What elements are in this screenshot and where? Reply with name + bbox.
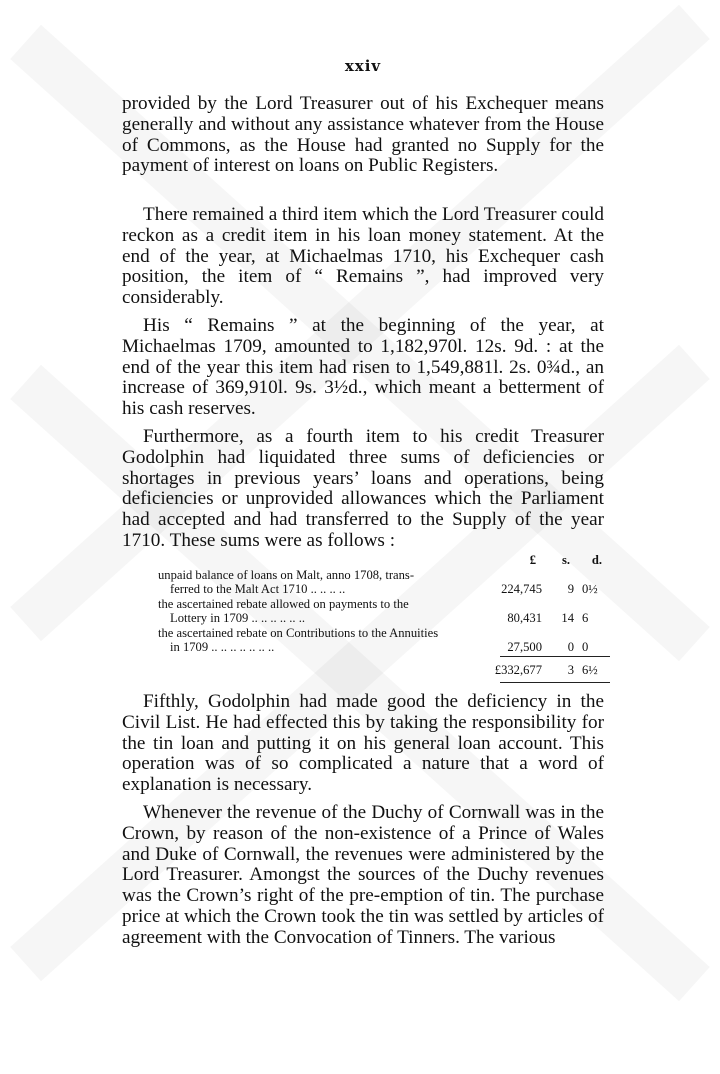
amount-pounds: 80,431 — [507, 611, 542, 625]
row-amount — [478, 640, 604, 654]
row-label-line: unpaid balance of loans on Malt, anno 1708, trans- — [158, 568, 415, 582]
amount-shillings: 0 — [567, 640, 574, 654]
sum-rule — [500, 656, 610, 657]
paragraph-fourth-item: Furthermore, as a fourth item to his credit Treasurer Godolphin had liquidated three sums of deficiencies or shortages in previous years’ loans and operations, being deficiencies or unprovided allowances which the Parliament had accepted and had transferred to the Supply of the year 1710. These sums were as follows : — [122, 426, 604, 551]
paragraph-fifthly: Fifthly, Godolphin had made good the deficiency in the Civil List. He had effected this by taking the responsibility for the tin loan and putting it on his general loan account. This operation was of so complicated a nature that a word of explanation is necessary. — [122, 691, 604, 796]
paragraph-duchy: Whenever the revenue of the Duchy of Cornwall was in the Crown, by reason of the non-existence of a Prince of Wales and Duke of Cornwall, the revenues were administered by the Lord Treasurer. Amongst the sources of the Duchy revenues was the Crown’s right of the pre-emption of tin. The purchase price at which the Crown took the tin was settled by articles of agreement with the Convocation of Tinners. The various — [122, 802, 604, 948]
row-label-line: Lottery in 1709 .. .. .. .. .. .. — [170, 611, 306, 625]
total-pence: 6½ — [582, 663, 598, 677]
row-label-line: in 1709 .. .. .. .. .. .. .. — [170, 640, 275, 654]
paragraph-remains: His “ Remains ” at the beginning of the year, at Michaelmas 1709, amounted to 1,182,970l. 12s. 9d. : at the end of the year this item had risen to 1,549,881l. 2s. 0¾d., an increase of 369,910l. 9s. 3½d., which meant a betterment of his cash reserves. — [122, 315, 604, 420]
row-amount — [478, 582, 604, 596]
amount-pence: 0½ — [582, 582, 598, 596]
amount-shillings: 9 — [567, 582, 574, 596]
total-pounds: £332,677 — [494, 663, 542, 677]
amount-pounds: 27,500 — [507, 640, 542, 654]
table-total — [478, 663, 604, 677]
header-shillings: s. — [561, 553, 570, 567]
header-pounds: £ — [529, 553, 536, 567]
amount-pounds: 224,745 — [501, 582, 542, 596]
amount-pence: 0 — [582, 640, 589, 654]
paragraph-third-item: There remained a third item which the Lord Treasurer could reckon as a credit item in his loan money statement. At the end of the year, at Michaelmas 1710, his Exchequer cash position, the item of “ Remains ”, had improved very considerably. — [122, 204, 604, 309]
amount-shillings: 14 — [561, 611, 574, 625]
amount-pence: 6 — [582, 611, 589, 625]
table-header — [484, 553, 604, 567]
sum-rule — [500, 682, 610, 683]
header-pence: d. — [591, 553, 602, 567]
paragraph-continuation: provided by the Lord Treasurer out of his Exchequer means generally and without any assistance whatever from the House of Commons, as the House had granted no Supply for the payment of interest on loans on Public Registers. — [122, 93, 604, 177]
row-amount — [478, 611, 604, 625]
total-shillings: 3 — [567, 663, 574, 677]
row-label-line: the ascertained rebate allowed on payments to the — [158, 597, 409, 611]
row-label-line: ferred to the Malt Act 1710 .. .. .. .. — [170, 582, 346, 596]
row-label-line: the ascertained rebate on Contributions to the Annuities — [158, 626, 439, 640]
page-number: xxiv — [344, 57, 382, 75]
